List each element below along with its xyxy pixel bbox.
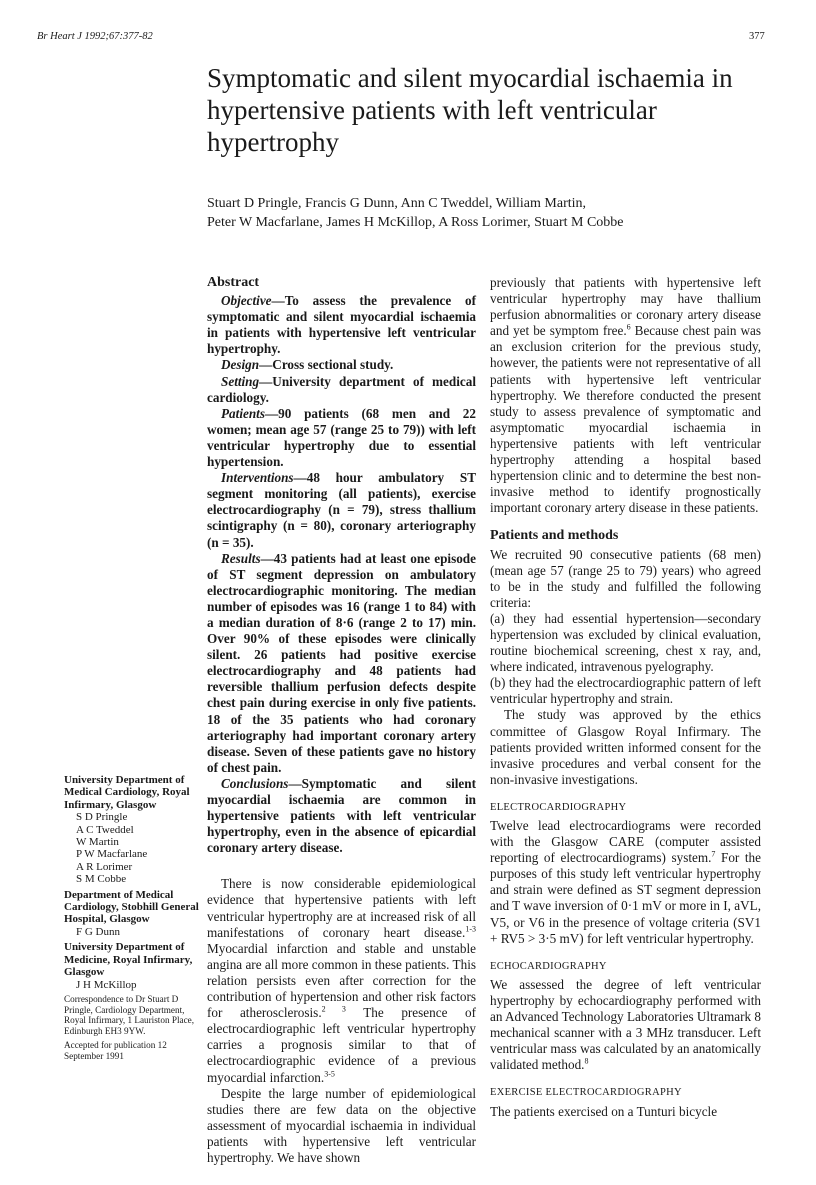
criteria-b: (b) they had the electrocardiographic pattern of left ventricular hypertrophy and strain. [490, 675, 761, 707]
affiliation-author: S D Pringle [76, 811, 128, 824]
abstract-objective: Objective—To assess the prevalence of symptomatic and silent myocardial ischaemia in patients with hypertensive left ventricular hypertrophy. [207, 293, 476, 357]
correspondence: Correspondence to Dr Stuart D Pringle, Cardiology Department, Royal Infirmary, 1 Lauriston Place, Edinburgh EH3 9YW. [64, 993, 195, 1036]
affiliation-author: A R Lorimer [76, 860, 133, 873]
author-line-2: Peter W Macfarlane, James H McKillop, A Ross Lorimer, Stuart M Cobbe [207, 215, 624, 230]
affiliation-institution: Department of Medical Cardiology, Stobhill General Hospital, Glasgow [64, 888, 199, 926]
abstract-interventions: Interventions—48 hour ambulatory ST segment monitoring (all patients), exercise electrocardiography (n = 79), stress thallium scintigraphy (n = 80), coronary arteriography (n = 35). [207, 470, 476, 550]
affiliation-author: F G Dunn [76, 925, 121, 938]
ethics-paragraph: The study was approved by the ethics committee of Glasgow Royal Infirmary. The patients provided written informed consent for the invasive procedures and verbal consent for the non-invasive investigations. [490, 707, 761, 787]
affiliation-author: J H McKillop [76, 978, 137, 991]
author-line-1: Stuart D Pringle, Francis G Dunn, Ann C Tweddel, William Martin, [207, 196, 587, 211]
ecg-heading: ELECTROCARDIOGRAPHY [490, 801, 627, 813]
affiliation-2 [64, 889, 199, 939]
affiliation-author: A C Tweddel [76, 823, 134, 836]
abstract-column [207, 275, 476, 1166]
affiliation-institution: University Department of Medicine, Royal Infirmary, Glasgow [64, 941, 193, 979]
affiliation-institution: University Department of Medical Cardiology, Royal Infirmary, Glasgow [64, 774, 190, 811]
abstract-setting: Setting—University department of medical cardiology. [207, 373, 476, 405]
ecg-paragraph: Twelve lead electrocardiograms were recorded with the Glasgow CARE (computer assisted reporting of electrocardiograms) system.$^7$ For the purposes of this study left ventricular hypertrophy and strain were defined as ST segment depression and T wave inversion of 0·1 mV or more in I, aVL, V5, or V6 in the presence of voltage criteria (SV1 + RV5 > 3·5 mV) for left ventricular hypertrophy. [490, 818, 761, 946]
page-number: 377 [749, 31, 765, 42]
journal-reference: Br Heart J 1992;67:377-82 [37, 31, 153, 42]
methods-heading: Patients and methods [490, 528, 619, 544]
criteria-a: (a) they had essential hypertension—secondary hypertension was excluded by clinical evaluation, routine biochemical screening, chest x ray, and, where indicated, intravenous pyelography. [490, 610, 761, 675]
affiliation-1 [64, 774, 199, 886]
abstract-conclusions: Conclusions—Symptomatic and silent myocardial ischaemia are common in hypertensive patients with left ventricular hypertrophy, even in the absence of epicardial coronary artery disease. [207, 775, 476, 856]
abstract-heading: Abstract [207, 275, 260, 290]
echo-paragraph: We assessed the degree of left ventricular hypertrophy by echocardiography performed with an Advanced Technology Laboratories Ultramark 8 mechanical scanner with a 3 MHz transducer. Left ventricular mass was calculated by an anatomically validated method.$^8$ [490, 976, 761, 1073]
abstract-results: Results—43 patients had at least one episode of ST segment depression on ambulatory electrocardiographic monitoring. The median number of episodes was 16 (range 1 to 84) with a median duration of 8·6 (range 2 to 17) min. Over 90% of these episodes were clinically silent. 26 patients had positive exercise electrocardiography and 48 patients had reversible thallium perfusion defects despite chest pain during exercise in only five patients. 18 of the 35 patients who had coronary arteriography had important coronary artery disease. Seven of these patients gave no history of chest pain. [207, 550, 476, 775]
affiliation-3 [64, 941, 199, 991]
affiliation-author: W Martin [76, 836, 119, 849]
exercise-ecg-heading: EXERCISE ELECTROCARDIOGRAPHY [490, 1087, 682, 1099]
author-list [207, 194, 747, 232]
intro-paragraph-1: There is now considerable epidemiological evidence that hypertensive patients with left ventricular hypertrophy are at increased risk of all manifestations of coronary heart disease.$^{1-3}$ Myocardial infarction and stable and unstable angina are all more common in these patients. This relation persists even after correction for the contribution of hypertension and other risk factors for atherosclerosis.$^{2 3}$ The presence of electrocardiographic left ventricular hypertrophy carries a prognosis similar to that of electrocardiographic evidence of a previous myocardial infarction.$^{3-5}$ [207, 876, 477, 1085]
affiliation-author: S M Cobbe [76, 873, 127, 886]
methods-paragraph: We recruited 90 consecutive patients (68 men) (mean age 57 (range 25 to 79) years) who agreed to be in the study and fulfilled the following criteria: [490, 546, 761, 610]
affiliations-column [64, 774, 199, 1061]
intro-paragraph-2: Despite the large number of epidemiological studies there are few data on the objective assessment of myocardial ischaemia in individual patients with hypertensive left ventricular hypertrophy. We have shown [207, 1085, 476, 1165]
abstract-design: Design—Cross sectional study. [221, 357, 394, 373]
echo-heading: ECHOCARDIOGRAPHY [490, 960, 607, 972]
intro-continued: previously that patients with hypertensive left ventricular hypertrophy may have thallium perfusion abnormalities or coronary artery disease and yet be symptom free.$^6$ Because chest pain was an exclusion criterion for the previous study, however, the patients were not representative of all patients with hypertensive left ventricular hypertrophy. We therefore conducted the present study to assess prevalence of symptomatic and asymptomatic myocardial ischaemia in hypertensive patients with left ventricular hypertrophy attending a hospital based hypertension clinic and to determine the best non-invasive method to identify prognostically important coronary artery disease in these patients. [490, 275, 762, 516]
accepted-date: Accepted for publication 12 September 1991 [64, 1040, 167, 1061]
affiliation-author: P W Macfarlane [76, 848, 148, 861]
right-column [490, 275, 761, 1120]
exercise-ecg-paragraph: The patients exercised on a Tunturi bicycle [490, 1103, 718, 1119]
article-title: Symptomatic and silent myocardial ischaemia in hypertensive patients with left ventricular hypertrophy [207, 63, 733, 157]
abstract-patients: Patients—90 patients (68 men and 22 women; mean age 57 (range 25 to 79)) with left ventricular hypertrophy due to essential hypertension. [207, 405, 476, 470]
